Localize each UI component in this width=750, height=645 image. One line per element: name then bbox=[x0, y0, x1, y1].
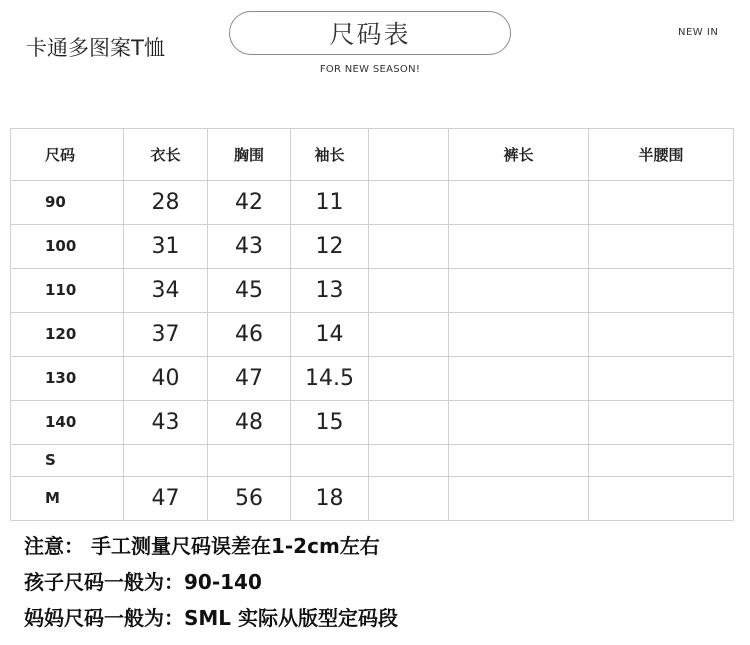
column-header: 半腰围 bbox=[589, 129, 734, 181]
column-header: 袖长 bbox=[291, 129, 369, 181]
measurement-cell: 14.5 bbox=[291, 356, 369, 400]
measurement-cell: 31 bbox=[124, 224, 208, 268]
table-body bbox=[11, 181, 734, 521]
table-row bbox=[11, 224, 734, 268]
column-header: 胸围 bbox=[208, 129, 291, 181]
measurement-cell: 47 bbox=[124, 476, 208, 520]
measurement-cell bbox=[449, 400, 589, 444]
size-table bbox=[10, 128, 734, 521]
measurement-cell bbox=[449, 268, 589, 312]
measurement-cell bbox=[589, 476, 734, 520]
table-row bbox=[11, 356, 734, 400]
measurement-cell: 37 bbox=[124, 312, 208, 356]
measurement-cell bbox=[291, 444, 369, 476]
measurement-cell bbox=[449, 356, 589, 400]
measurement-cell: 46 bbox=[208, 312, 291, 356]
table-row bbox=[11, 400, 734, 444]
measurement-cell: 43 bbox=[208, 224, 291, 268]
measurement-cell: 18 bbox=[291, 476, 369, 520]
measurement-cell: 14 bbox=[291, 312, 369, 356]
size-cell: 130 bbox=[11, 356, 124, 400]
notes bbox=[24, 528, 398, 636]
measurement-cell bbox=[369, 444, 449, 476]
measurement-cell bbox=[589, 224, 734, 268]
measurement-cell bbox=[124, 444, 208, 476]
size-cell: S bbox=[11, 444, 124, 476]
measurement-cell bbox=[589, 356, 734, 400]
table-row bbox=[11, 268, 734, 312]
measurement-cell: 11 bbox=[291, 181, 369, 225]
size-cell: 90 bbox=[11, 181, 124, 225]
measurement-cell bbox=[449, 476, 589, 520]
measurement-cell bbox=[589, 400, 734, 444]
measurement-cell bbox=[449, 312, 589, 356]
measurement-cell: 40 bbox=[124, 356, 208, 400]
measurement-cell: 15 bbox=[291, 400, 369, 444]
measurement-cell bbox=[449, 181, 589, 225]
measurement-cell bbox=[589, 444, 734, 476]
table-row bbox=[11, 312, 734, 356]
table-row bbox=[11, 444, 734, 476]
size-cell: 100 bbox=[11, 224, 124, 268]
size-cell: 120 bbox=[11, 312, 124, 356]
measurement-cell: 42 bbox=[208, 181, 291, 225]
column-header: 裤长 bbox=[449, 129, 589, 181]
measurement-cell: 56 bbox=[208, 476, 291, 520]
measurement-cell bbox=[369, 312, 449, 356]
measurement-cell: 12 bbox=[291, 224, 369, 268]
table-row bbox=[11, 181, 734, 225]
measurement-cell: 45 bbox=[208, 268, 291, 312]
measurement-cell: 47 bbox=[208, 356, 291, 400]
table-row bbox=[11, 476, 734, 520]
column-header: 尺码 bbox=[11, 129, 124, 181]
measurement-cell: 28 bbox=[124, 181, 208, 225]
measurement-cell: 48 bbox=[208, 400, 291, 444]
column-header: 衣长 bbox=[124, 129, 208, 181]
measurement-cell bbox=[589, 268, 734, 312]
note-line: 妈妈尺码一般为：SML 实际从版型定码段 bbox=[24, 606, 399, 630]
measurement-cell bbox=[369, 356, 449, 400]
measurement-cell bbox=[369, 476, 449, 520]
measurement-cell: 43 bbox=[124, 400, 208, 444]
measurement-cell: 13 bbox=[291, 268, 369, 312]
measurement-cell bbox=[449, 224, 589, 268]
new-in-tag: NEW IN bbox=[678, 27, 719, 38]
measurement-cell: 34 bbox=[124, 268, 208, 312]
measurement-cell bbox=[449, 444, 589, 476]
measurement-cell bbox=[369, 224, 449, 268]
measurement-cell bbox=[369, 400, 449, 444]
table-header-row bbox=[11, 129, 734, 181]
note-line: 注意： 手工测量尺码误差在1-2cm左右 bbox=[24, 534, 380, 558]
size-cell: 140 bbox=[11, 400, 124, 444]
measurement-cell bbox=[589, 181, 734, 225]
size-chart-title: 尺码表 bbox=[229, 11, 511, 55]
note-line: 孩子尺码一般为：90-140 bbox=[24, 570, 262, 594]
product-title: 卡通多图案T恤 bbox=[26, 36, 165, 60]
size-cell: M bbox=[11, 476, 124, 520]
measurement-cell bbox=[208, 444, 291, 476]
measurement-cell bbox=[369, 268, 449, 312]
season-subtitle: FOR NEW SEASON! bbox=[319, 64, 421, 75]
measurement-cell bbox=[369, 181, 449, 225]
column-header bbox=[369, 129, 449, 181]
measurement-cell bbox=[589, 312, 734, 356]
size-cell: 110 bbox=[11, 268, 124, 312]
